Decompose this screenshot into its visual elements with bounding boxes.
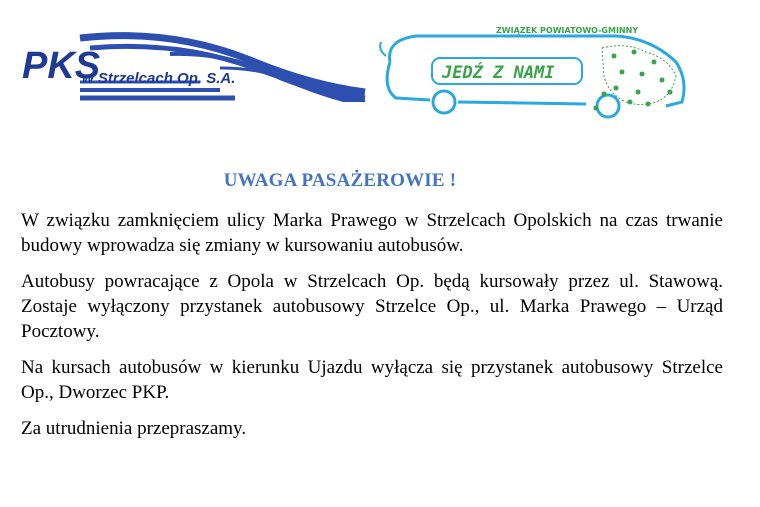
- pks-logo: [20, 30, 370, 102]
- notice-paragraph-4: Za utrudnienia przepraszamy.: [21, 418, 247, 439]
- notice-paragraph-1: W związku zamknięciem ulicy Marka Prawego w Strzelcach Opolskich na czas trwanie budowy wprowadza się zmiany w kursowaniu autobusów.: [21, 210, 723, 256]
- bus-wheel-front: [433, 91, 455, 113]
- bus-wheel-rear: [597, 95, 619, 117]
- pks-logo-main: PKS: [22, 45, 101, 87]
- bus-logo-slogan: JEDŹ Z NAMI: [442, 63, 555, 83]
- notice-body: [21, 208, 723, 452]
- notice-paragraph-2: Autobusy powracające z Opola w Strzelcach Op. będą kursowały przez ul. Stawową. Zostaje wyłączony przystanek autobusowy Strzelce Op., ul. Marka Prawego – Urząd Pocztowy.: [21, 271, 723, 342]
- bus-logo-arc-text: ZWIĄZEK POWIATOWO-GMINNY: [496, 26, 639, 35]
- pks-logo-sub: w Strzelcach Op. S.A.: [82, 70, 236, 87]
- notice-paragraph-3: Na kursach autobusów w kierunku Ujazdu wyłącza się przystanek autobusowy Strzelce Op., Dworzec PKP.: [21, 357, 723, 403]
- notice-heading: UWAGA PASAŻEROWIE !: [223, 170, 457, 191]
- bus-logo: [376, 22, 690, 128]
